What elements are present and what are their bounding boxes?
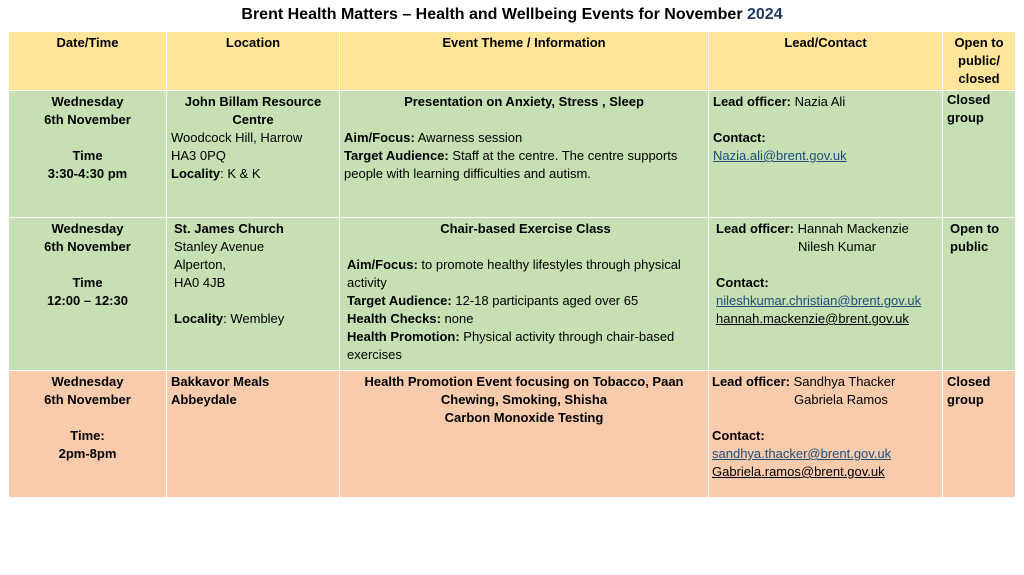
lead-name: Sandhya Thacker (790, 374, 896, 389)
audience-value: Staff at the centre. The centre supports people with learning difficulties and autism. (344, 148, 678, 181)
address-line: HA3 0PQ (171, 148, 226, 163)
contact-label: Contact: (712, 428, 765, 443)
locality (174, 310, 335, 328)
time-label: Time (72, 148, 103, 163)
lead-officer (716, 220, 938, 238)
status-text: group (947, 110, 984, 125)
locality-value: : Wembley (223, 311, 285, 326)
lead-name-second: Nilesh Kumar (798, 239, 877, 254)
title-text: Brent Health Matters – Health and Wellbeing Events for November (241, 6, 743, 23)
status-text: Closed (947, 374, 991, 389)
event-date: 6th November (44, 239, 131, 254)
event-day: Wednesday (51, 221, 124, 236)
locality-value: : K & K (220, 166, 261, 181)
lead-cell (709, 371, 943, 498)
lead-label: Lead officer: (713, 94, 792, 109)
aim-focus (347, 256, 704, 292)
checks-value: none (440, 311, 474, 326)
promotion-label: Health Promotion: (347, 329, 460, 344)
theme-cell (340, 371, 709, 498)
theme-cell (340, 91, 709, 218)
status-cell (943, 91, 1016, 218)
status-cell (943, 371, 1016, 498)
event-theme: Health Promotion Event focusing on Tobacco, Paan (364, 374, 684, 389)
health-promotion (347, 328, 704, 364)
time-label: Time: (70, 428, 105, 443)
lead-label: Lead officer: (716, 221, 795, 236)
lead-cell (709, 91, 943, 218)
event-theme: Carbon Monoxide Testing (444, 410, 604, 425)
event-date: 6th November (44, 392, 131, 407)
header-row (9, 32, 1016, 91)
date-cell (9, 218, 167, 371)
event-theme: Chair-based Exercise Class (440, 221, 611, 236)
status-text: group (947, 392, 984, 407)
target-audience (344, 147, 704, 183)
page-title (0, 6, 1024, 24)
address-line: Woodcock Hill, Harrow (171, 130, 303, 145)
title-year: 2024 (747, 6, 783, 23)
location-name: Centre (232, 112, 274, 127)
audience-label: Target Audience: (347, 293, 452, 308)
lead-name-second: Gabriela Ramos (794, 392, 888, 407)
status-cell (943, 218, 1016, 371)
event-time: 2pm-8pm (58, 446, 117, 461)
events-table (8, 31, 1016, 498)
email-link[interactable]: sandhya.thacker@brent.gov.uk (712, 446, 892, 461)
lead-cell (709, 218, 943, 371)
table-row (9, 91, 1016, 218)
aim-label: Aim/Focus: (347, 257, 418, 272)
header-theme: Event Theme / Information (340, 32, 709, 91)
address-line: HA0 4JB (174, 275, 226, 290)
address-line: Alperton, (174, 257, 227, 272)
contact-label: Contact: (716, 275, 769, 290)
header-date: Date/Time (9, 32, 167, 91)
header-open-line: closed (958, 71, 1000, 86)
locality-label: Locality (174, 311, 224, 326)
audience-label: Target Audience: (344, 148, 449, 163)
theme-cell (340, 218, 709, 371)
header-lead: Lead/Contact (709, 32, 943, 91)
header-open-line: public/ (958, 53, 1000, 68)
address-line: Stanley Avenue (174, 239, 265, 254)
lead-label: Lead officer: (712, 374, 791, 389)
date-cell (9, 91, 167, 218)
locality-label: Locality (171, 166, 221, 181)
audience-value: 12-18 participants aged over 65 (451, 293, 639, 308)
event-day: Wednesday (51, 94, 124, 109)
location-name: John Billam Resource (184, 94, 322, 109)
lead-name: Nazia Ali (791, 94, 846, 109)
aim-value: to promote healthy lifestyles through physical activity (347, 257, 681, 290)
table-row (9, 371, 1016, 498)
location-name: St. James Church (174, 221, 284, 236)
event-time: 12:00 – 12:30 (47, 293, 128, 308)
health-checks (347, 310, 704, 328)
checks-label: Health Checks: (347, 311, 441, 326)
header-open (943, 32, 1016, 91)
event-theme: Presentation on Anxiety, Stress , Sleep (404, 94, 644, 109)
event-day: Wednesday (51, 374, 124, 389)
status-text: Open to (950, 221, 1000, 236)
email-link[interactable]: Gabriela.ramos@brent.gov.uk (712, 464, 885, 479)
event-time: 3:30-4:30 pm (47, 166, 128, 181)
event-date: 6th November (44, 112, 131, 127)
time-label: Time (72, 275, 103, 290)
event-theme: Chewing, Smoking, Shisha (440, 392, 608, 407)
location-cell (167, 371, 340, 498)
table-row (9, 218, 1016, 371)
locality (171, 165, 335, 183)
email-link[interactable]: nileshkumar.christian@brent.gov.uk (716, 293, 922, 308)
header-location: Location (167, 32, 340, 91)
promotion-value: Physical activity through chair-based exercises (347, 329, 675, 362)
target-audience (347, 292, 704, 310)
location-name: Abbeydale (171, 392, 237, 407)
location-cell (167, 91, 340, 218)
email-link[interactable]: Nazia.ali@brent.gov.uk (713, 148, 847, 163)
contact-label: Contact: (713, 130, 766, 145)
aim-focus (344, 129, 704, 147)
lead-name: Hannah Mackenzie (794, 221, 909, 236)
email-link[interactable]: hannah.mackenzie@brent.gov.uk (716, 311, 909, 326)
date-cell (9, 371, 167, 498)
aim-value: Awarness session (414, 130, 523, 145)
aim-label: Aim/Focus: (344, 130, 415, 145)
location-name: Bakkavor Meals (171, 374, 270, 389)
lead-officer (712, 373, 938, 391)
status-text: public (950, 239, 989, 254)
location-cell (167, 218, 340, 371)
status-text: Closed (947, 92, 991, 107)
lead-officer (713, 93, 938, 111)
header-open-line: Open to (954, 35, 1004, 50)
